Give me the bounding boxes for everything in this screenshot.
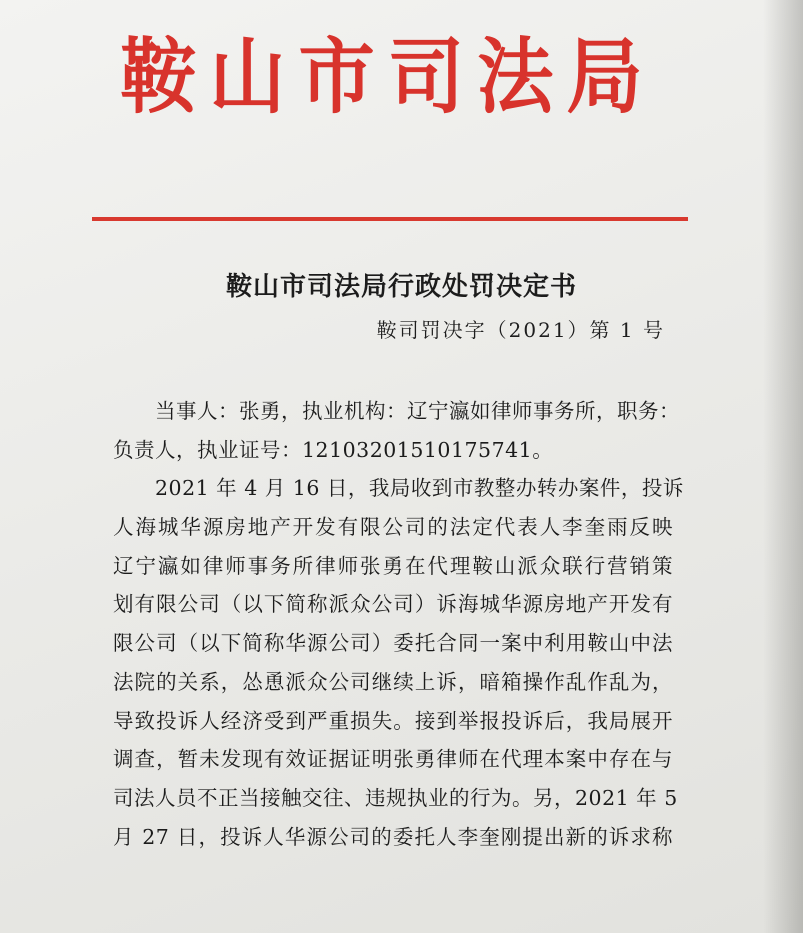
text-line: 法院的关系，怂恿派众公司继续上诉，暗箱操作乱作乱为， [113,669,673,694]
text-line: 月 27 日，投诉人华源公司的委托人李奎刚提出新的诉求称 [113,824,673,849]
text-line: 当事人：张勇，执业机构：辽宁瀛如律师事务所，职务： [155,399,680,423]
case-paragraph [113,469,684,856]
text-line: 司法人员不正当接触交往、违规执业的行为。另，2021 年 5 [113,785,678,810]
text-line: 调查，暂未发现有效证据证明张勇律师在代理本案中存在与 [113,747,673,772]
text-line: 人海城华源房地产开发有限公司的法定代表人李奎雨反映 [113,515,673,540]
document-number: 鞍司罚决字（2021）第 1 号 [376,318,665,342]
text-line: 导致投诉人经济受到严重损失。接到举报投诉后，我局展开 [113,708,673,733]
text-line: 划有限公司（以下简称派众公司）诉海城华源房地产开发有 [113,592,673,617]
page-shadow [763,0,803,933]
document-title: 鞍山市司法局行政处罚决定书 [225,272,577,302]
letterhead-rule [92,217,688,221]
text-line: 辽宁瀛如律师事务所律师张勇在代理鞍山派众联行营销策 [113,553,673,578]
text-line: 负责人，执业证号：12103201510175741。 [113,437,554,462]
document-body [113,392,684,856]
text-line: 限公司（以下简称华源公司）委托合同一案中利用鞍山中法 [113,631,673,656]
text-line: 2021 年 4 月 16 日，我局收到市教整办转办案件，投诉 [155,476,684,501]
party-paragraph [113,392,680,469]
agency-letterhead: 鞍山市司法局 [120,29,656,125]
